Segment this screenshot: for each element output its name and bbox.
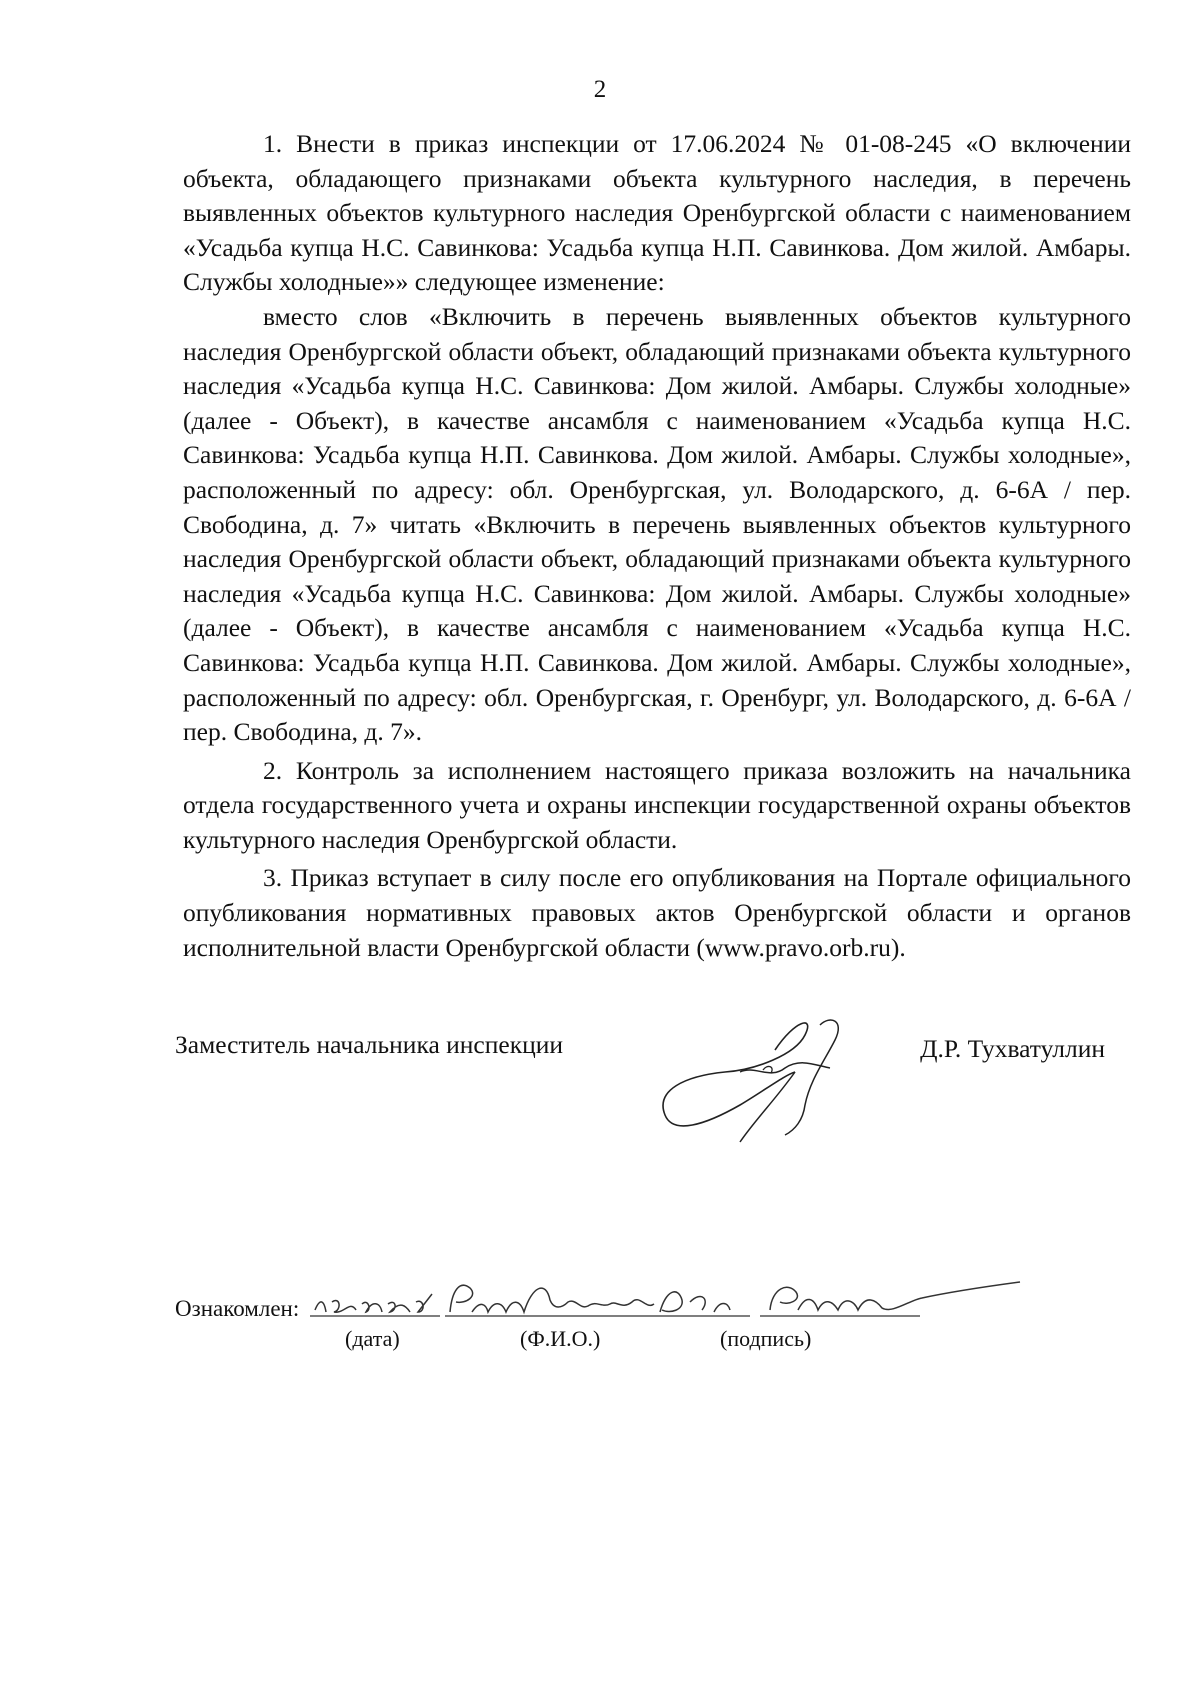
paragraph-3: 3. Приказ вступает в силу после его опубликования на Портале официального опубликования нормативных правовых актов Оренбургской области и органов исполнительной власти Оренбургской области (www.pravo.orb.ru). bbox=[183, 863, 1131, 962]
paragraph-1: 1. Внести в приказ инспекции от 17.06.2024 № 01-08-245 «О включении объекта, обладающего признаками объекта культурного наследия, в перечень выявленных объектов культурного наследия Оренбургской области с наименованием «Усадьба купца Н.С. Савинкова: Усадьба купца Н.П. Савинкова. Дом жилой. Амбары. Службы холодные»» следующее изменение: bbox=[183, 129, 1131, 297]
acknowledgement-handwriting bbox=[310, 1270, 1030, 1330]
signature-block bbox=[175, 1030, 1125, 1150]
signatory-position: Заместитель начальника инспекции bbox=[175, 1030, 564, 1059]
acknowledgement-label: Ознакомлен: bbox=[175, 1296, 300, 1321]
signature-caption: (подпись) bbox=[720, 1326, 812, 1351]
date-caption: (дата) bbox=[345, 1326, 400, 1351]
paragraph-1-amendment: вместо слов «Включить в перечень выявленных объектов культурного наследия Оренбургской области объект, обладающий признаками объекта культурного наследия «Усадьба купца Н.С. Савинкова: Дом жилой. Амбары. Службы холодные» (далее - Объект), в качестве ансамбля с наименованием «Усадьба купца Н.С. Савинкова: Усадьба купца Н.П. Савинкова. Дом жилой. Амбары. Службы холодные», расположенный по адресу: обл. Оренбургская, ул. Володарского, д. 6-6А / пер. Свободина, д. 7» читать «Включить в перечень выявленных объектов культурного наследия Оренбургской области объект, обладающий признаками объекта культурного наследия «Усадьба купца Н.С. Савинкова: Дом жилой. Амбары. Службы холодные» (далее - Объект), в качестве ансамбля с наименованием «Усадьба купца Н.С. Савинкова: Усадьба купца Н.П. Савинкова. Дом жилой. Амбары. Службы холодные», расположенный по адресу: обл. Оренбургская, г. Оренбург, ул. Володарского, д. 6-6А / пер. Свободина, д. 7». bbox=[183, 301, 1131, 747]
order-body bbox=[183, 127, 1131, 965]
handwritten-signature bbox=[645, 1010, 875, 1150]
acknowledgement-block bbox=[175, 1270, 1075, 1350]
fio-caption: (Ф.И.О.) bbox=[520, 1326, 601, 1351]
signatory-name: Д.Р. Тухватуллин bbox=[920, 1034, 1105, 1063]
page-number: 2 bbox=[593, 76, 607, 103]
paragraph-2: 2. Контроль за исполнением настоящего приказа возложить на начальника отдела государственного учета и охраны инспекции государственной охраны объектов культурного наследия Оренбургской области. bbox=[183, 755, 1131, 854]
